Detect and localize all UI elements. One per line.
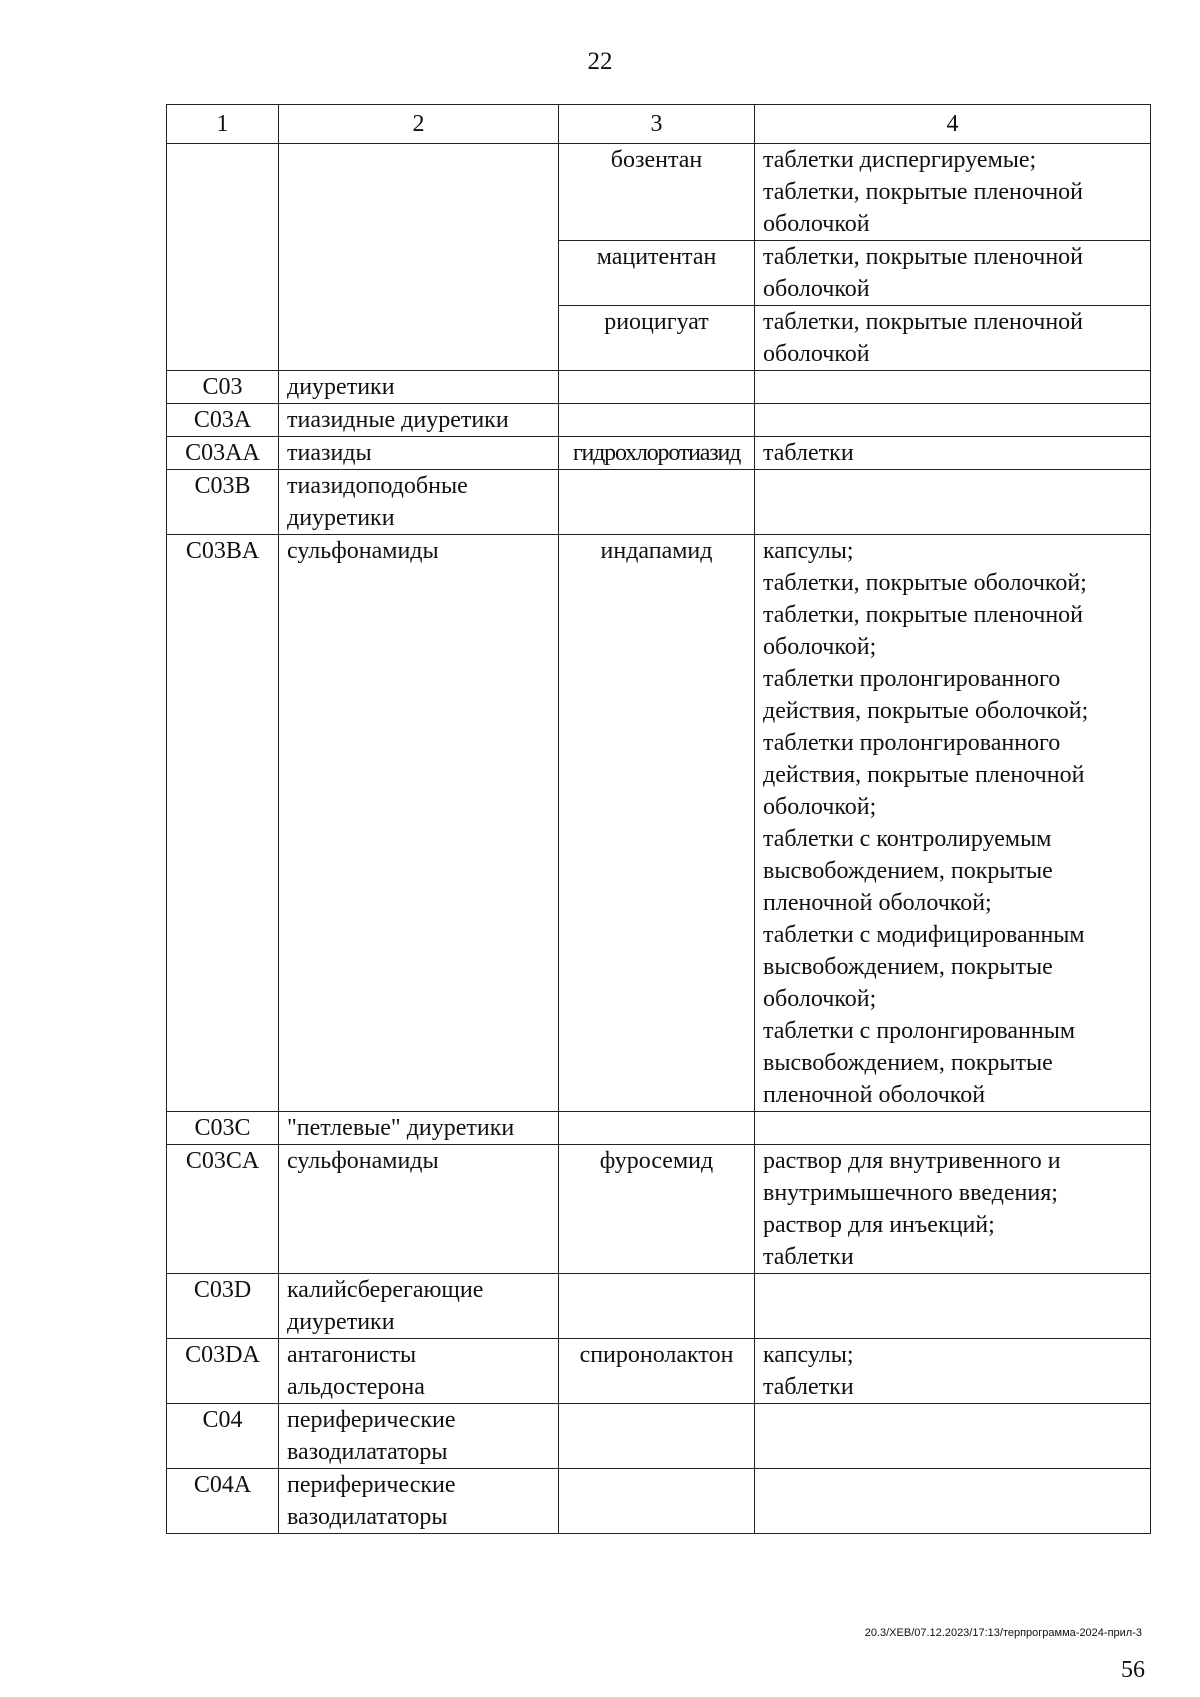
dosage-form-item: капсулы; — [763, 538, 854, 564]
table-row — [167, 371, 1151, 404]
sheet-number: 56 — [1121, 1657, 1145, 1683]
group-name-cell — [279, 144, 559, 371]
column-header-group: 2 — [279, 105, 559, 144]
drug-name-cell — [559, 1274, 755, 1339]
atc-code-cell: C04A — [167, 1469, 279, 1534]
dosage-form-item: таблетки пролонгированного действия, покрытые пленочной оболочкой; — [763, 730, 1085, 820]
dosage-form-item: таблетки — [763, 1244, 854, 1270]
group-name-cell: сульфонамиды — [279, 535, 559, 1112]
atc-code-cell: C03 — [167, 371, 279, 404]
dosage-form-item: таблетки — [763, 1374, 854, 1400]
dosage-form-item: капсулы; — [763, 1342, 854, 1368]
atc-code-cell — [167, 144, 279, 371]
dosage-forms-cell — [755, 1339, 1151, 1404]
table-header-row — [167, 105, 1151, 144]
column-header-forms: 4 — [755, 105, 1151, 144]
drug-name-cell — [559, 1469, 755, 1534]
drug-name-cell — [559, 1112, 755, 1145]
table-row — [167, 1469, 1151, 1534]
dosage-forms-cell — [755, 1274, 1151, 1339]
dosage-form-item: раствор для внутривенного и внутримышечного введения; — [763, 1148, 1061, 1206]
dosage-form-item: таблетки с контролируемым высвобождением, покрытые пленочной оболочкой; — [763, 826, 1053, 916]
drug-name-cell — [559, 371, 755, 404]
dosage-forms-cell — [755, 241, 1151, 306]
atc-code-cell: C03BA — [167, 535, 279, 1112]
atc-code-cell: C03AA — [167, 437, 279, 470]
table-row — [167, 404, 1151, 437]
table-row — [167, 1339, 1151, 1404]
dosage-forms-cell — [755, 1469, 1151, 1534]
dosage-forms-cell — [755, 1145, 1151, 1274]
table-row — [167, 1145, 1151, 1274]
dosage-form-item: таблетки с модифицированным высвобождением, покрытые оболочкой; — [763, 922, 1085, 1012]
table-row — [167, 1404, 1151, 1469]
dosage-forms-cell — [755, 404, 1151, 437]
group-name-cell: тиазидные диуретики — [279, 404, 559, 437]
column-header-drug: 3 — [559, 105, 755, 144]
drug-name-cell: риоцигуат — [559, 306, 755, 371]
dosage-forms-cell — [755, 470, 1151, 535]
group-name-cell: периферические вазодилататоры — [279, 1469, 559, 1534]
table-row — [167, 437, 1151, 470]
dosage-form-item: таблетки, покрытые пленочной оболочкой — [763, 309, 1084, 367]
dosage-form-item: таблетки, покрытые пленочной оболочкой; — [763, 602, 1084, 660]
drug-name-cell — [559, 1404, 755, 1469]
atc-code-cell: C03D — [167, 1274, 279, 1339]
atc-code-cell: C03C — [167, 1112, 279, 1145]
dosage-form-item: таблетки диспергируемые; — [763, 147, 1037, 173]
group-name-cell: диуретики — [279, 371, 559, 404]
group-name-cell: тиазидоподобные диуретики — [279, 470, 559, 535]
table-row — [167, 535, 1151, 1112]
dosage-forms-cell — [755, 371, 1151, 404]
dosage-form-item: таблетки пролонгированного действия, покрытые оболочкой; — [763, 666, 1089, 724]
dosage-form-item: таблетки, покрытые оболочкой; — [763, 570, 1087, 596]
drug-name-cell — [559, 404, 755, 437]
dosage-forms-cell — [755, 1404, 1151, 1469]
atc-code-cell: C04 — [167, 1404, 279, 1469]
dosage-form-item: таблетки, покрытые пленочной оболочкой — [763, 244, 1084, 302]
group-name-cell: сульфонамиды — [279, 1145, 559, 1274]
drug-name-cell: гидрохлоротиазид — [559, 437, 755, 470]
dosage-forms-cell — [755, 535, 1151, 1112]
atc-code-cell: C03A — [167, 404, 279, 437]
group-name-cell: "петлевые" диуретики — [279, 1112, 559, 1145]
table-body — [167, 144, 1151, 1534]
dosage-forms-cell — [755, 306, 1151, 371]
dosage-forms-cell — [755, 144, 1151, 241]
dosage-form-item: таблетки — [763, 440, 854, 466]
column-header-code: 1 — [167, 105, 279, 144]
table-row — [167, 470, 1151, 535]
drug-name-cell: бозентан — [559, 144, 755, 241]
group-name-cell: калийсберегающие диуретики — [279, 1274, 559, 1339]
dosage-form-item: таблетки с пролонгированным высвобождением, покрытые пленочной оболочкой — [763, 1018, 1076, 1108]
table-row — [167, 1274, 1151, 1339]
drug-name-cell: мацитентан — [559, 241, 755, 306]
group-name-cell: тиазиды — [279, 437, 559, 470]
drug-table — [166, 104, 1151, 1534]
drug-name-cell: фуросемид — [559, 1145, 755, 1274]
group-name-cell: антагонисты альдостерона — [279, 1339, 559, 1404]
document-code: 20.3/ХЕВ/07.12.2023/17:13/терпрограмма-2024-прил-3 — [864, 1627, 1142, 1639]
group-name-cell: периферические вазодилататоры — [279, 1404, 559, 1469]
atc-code-cell: C03B — [167, 470, 279, 535]
table-row — [167, 1112, 1151, 1145]
dosage-forms-cell — [755, 1112, 1151, 1145]
drug-name-cell: спиронолактон — [559, 1339, 755, 1404]
dosage-forms-cell — [755, 437, 1151, 470]
atc-code-cell: C03CA — [167, 1145, 279, 1274]
dosage-form-item: таблетки, покрытые пленочной оболочкой — [763, 179, 1084, 237]
table-row — [167, 144, 1151, 241]
dosage-form-item: раствор для инъекций; — [763, 1212, 995, 1238]
drug-name-cell — [559, 470, 755, 535]
atc-code-cell: C03DA — [167, 1339, 279, 1404]
page-number: 22 — [587, 48, 613, 75]
drug-name-cell: индапамид — [559, 535, 755, 1112]
